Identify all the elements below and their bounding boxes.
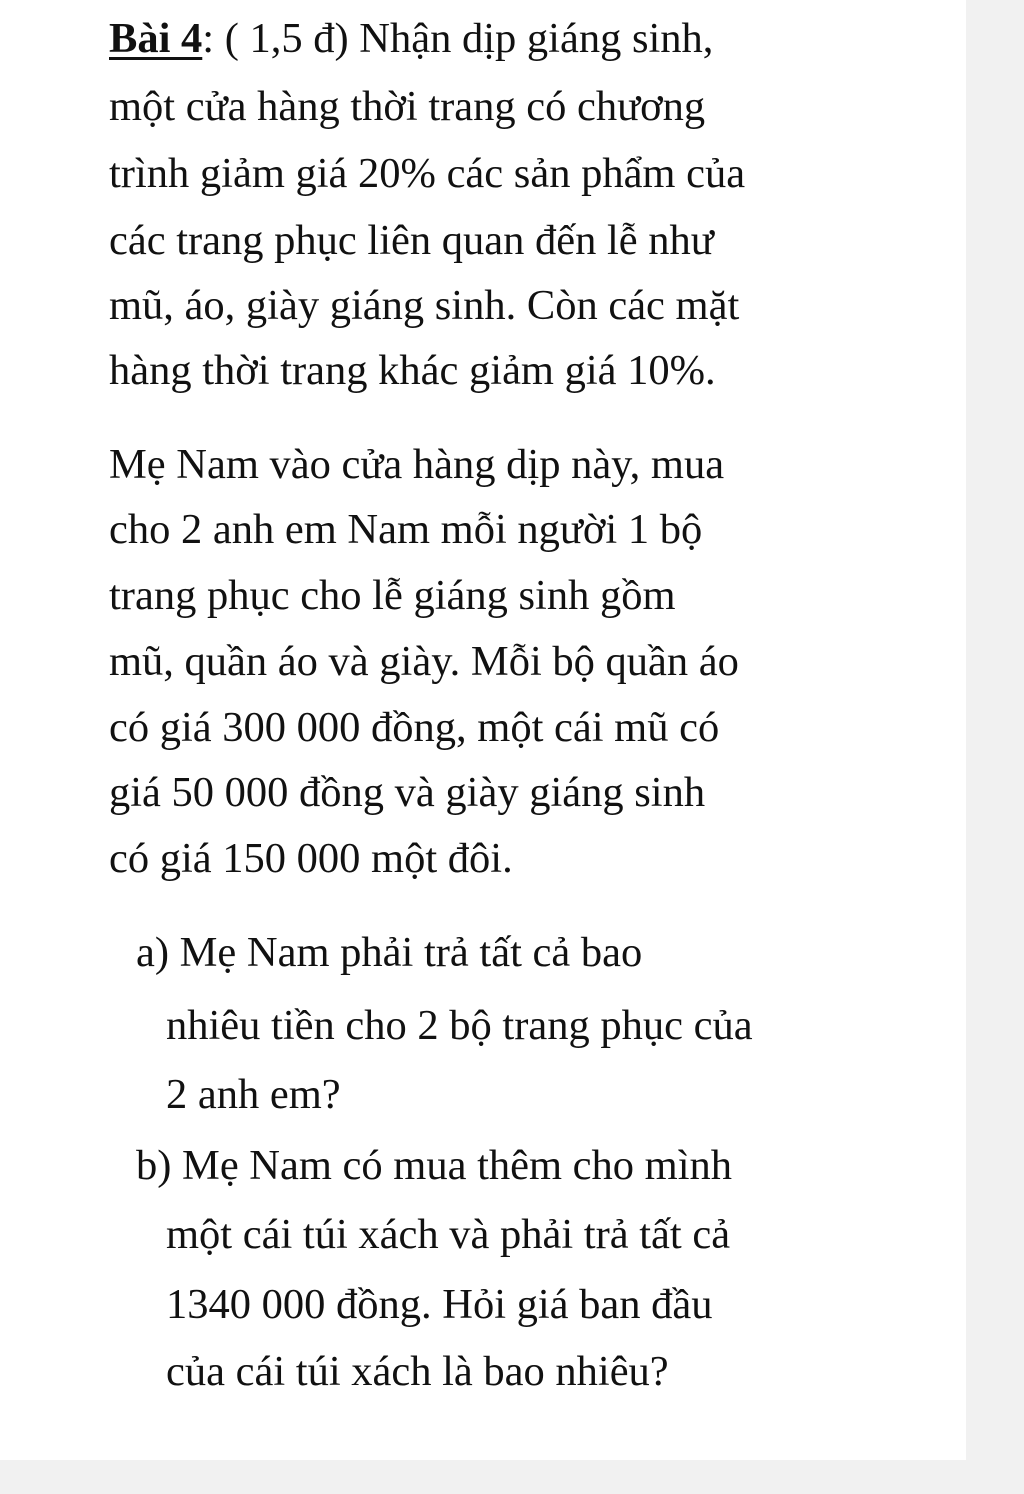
question-b-line: của cái túi xách là bao nhiêu? [166, 1348, 669, 1395]
paragraph-line: cho 2 anh em Nam mỗi người 1 bộ [109, 506, 703, 553]
exercise-points: : ( 1,5 đ) [202, 15, 349, 62]
paragraph-line: Mẹ Nam vào cửa hàng dịp này, mua [109, 441, 725, 488]
question-a-line: a) Mẹ Nam phải trả tất cả bao [136, 929, 643, 976]
question-b-line: b) Mẹ Nam có mua thêm cho mình [136, 1142, 733, 1189]
paragraph-line: có giá 300 000 đồng, một cái mũ có [109, 704, 720, 751]
paragraph-line: mũ, quần áo và giày. Mỗi bộ quần áo [109, 638, 739, 685]
exercise-heading [109, 15, 714, 62]
question-b-line: một cái túi xách và phải trả tất cả [166, 1211, 731, 1258]
paragraph-line: giá 50 000 đồng và giày giáng sinh [109, 769, 706, 816]
heading-text: Nhận dịp giáng sinh, [348, 15, 714, 62]
right-margin-strip [966, 0, 1024, 1494]
intro-line: một cửa hàng thời trang có chương [109, 83, 706, 130]
intro-line: các trang phục liên quan đến lễ như [109, 217, 714, 264]
paragraph-line: trang phục cho lễ giáng sinh gồm [109, 572, 676, 619]
bottom-margin-strip [0, 1460, 1024, 1494]
question-b-line: 1340 000 đồng. Hỏi giá ban đầu [166, 1281, 713, 1328]
question-a-line: nhiêu tiền cho 2 bộ trang phục của [166, 1002, 753, 1049]
intro-line: mũ, áo, giày giáng sinh. Còn các mặt [109, 282, 740, 329]
exercise-label: Bài 4 [109, 15, 203, 62]
question-a-line: 2 anh em? [166, 1071, 341, 1118]
intro-line: hàng thời trang khác giảm giá 10%. [109, 347, 716, 394]
paragraph-line: có giá 150 000 một đôi. [109, 835, 513, 882]
intro-line: trình giảm giá 20% các sản phẩm của [109, 150, 746, 197]
